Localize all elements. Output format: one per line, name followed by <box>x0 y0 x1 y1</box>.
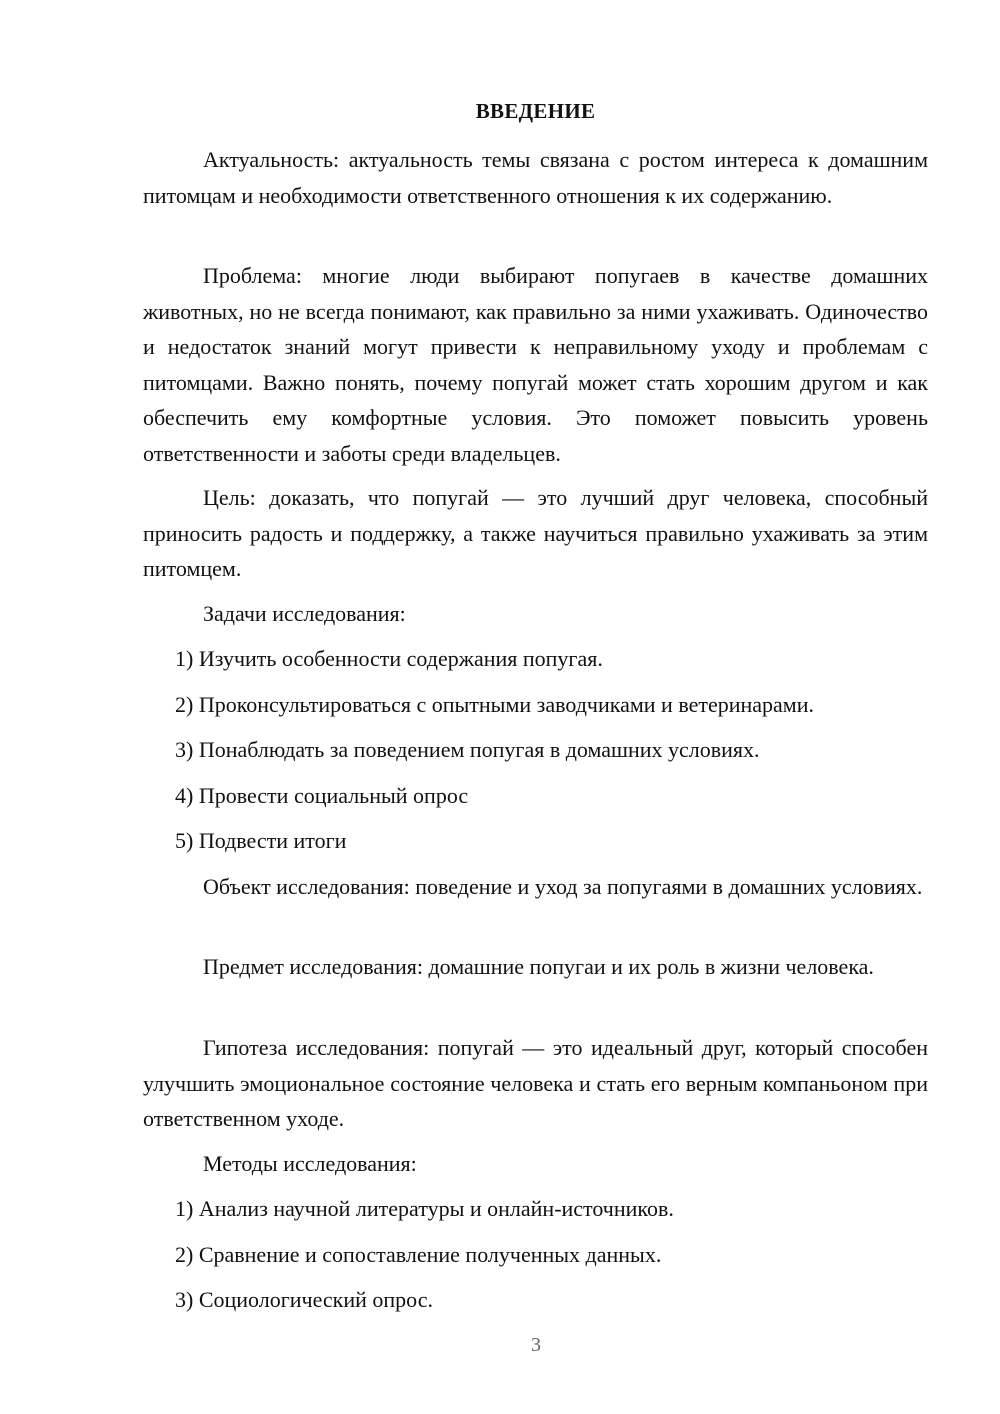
task-item: 2) Проконсультироваться с опытными заводчиками и ветеринарами. <box>175 692 814 717</box>
relevance-paragraph: Актуальность: актуальность темы связана с ростом интереса к домашним питомцам и необходимости ответственного отношения к их содержанию. <box>143 147 928 208</box>
subject-paragraph: Предмет исследования: домашние попугаи и их роль в жизни человека. <box>203 954 874 979</box>
method-item: 3) Социологический опрос. <box>175 1287 433 1312</box>
task-item: 5) Подвести итоги <box>175 828 347 853</box>
problem-paragraph: Проблема: многие люди выбирают попугаев в качестве домашних животных, но не всегда понимают, как правильно за ними ухаживать. Одиночество и недостаток знаний могут привести к неправильному уходу и проблемам с питомцами. Важно понять, почему попугай может стать хорошим другом и как обеспечить ему комфортные условия. Это поможет повысить уровень ответственности и заботы среди владельцев. <box>143 263 928 466</box>
methods-title: Методы исследования: <box>203 1151 417 1176</box>
task-item: 1) Изучить особенности содержания попугая. <box>175 646 603 671</box>
object-paragraph: Объект исследования: поведение и уход за попугаями в домашних условиях. <box>203 874 923 899</box>
page-number: 3 <box>531 1334 541 1356</box>
method-item: 1) Анализ научной литературы и онлайн-источников. <box>175 1196 674 1221</box>
tasks-title: Задачи исследования: <box>203 601 406 626</box>
goal-paragraph: Цель: доказать, что попугай — это лучший друг человека, способный приносить радость и поддержку, а также научиться правильно ухаживать за этим питомцем. <box>143 485 928 581</box>
page-title: ВВЕДЕНИЕ <box>475 99 596 123</box>
task-item: 3) Понаблюдать за поведением попугая в домашних условиях. <box>175 737 760 762</box>
hypothesis-paragraph: Гипотеза исследования: попугай — это идеальный друг, который способен улучшить эмоциональное состояние человека и стать его верным компаньоном при ответственном уходе. <box>143 1035 928 1131</box>
method-item: 2) Сравнение и сопоставление полученных данных. <box>175 1242 662 1267</box>
task-item: 4) Провести социальный опрос <box>175 783 469 808</box>
